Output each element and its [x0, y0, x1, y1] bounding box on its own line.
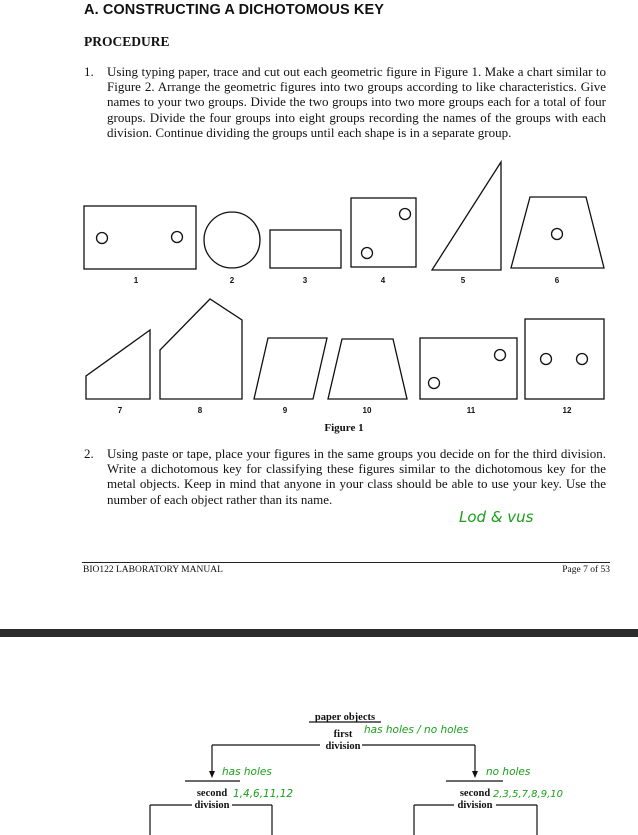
shape-5: [432, 162, 501, 270]
footer-page-number: Page 7 of 53: [562, 565, 610, 575]
left-second-division-line1: second: [196, 788, 228, 799]
figure-caption: Figure 1: [324, 422, 364, 434]
right-second-division-line2: division: [457, 800, 493, 811]
footer-rule: [82, 562, 610, 563]
handwritten-left-group-note: has holes: [222, 766, 272, 778]
right-second-division-line1: second: [459, 788, 491, 799]
page-break-bar: [0, 629, 638, 637]
step-1-text: Using typing paper, trace and cut out each geometric figure in Figure 1. Make a chart similar to Figure 2. Arrange the geometric figures into two groups according to like characteristics. Give names to your two groups. Divide the two groups into two more groups each for a total of four groups. Divide the four groups into eight groups recording the names of the groups with each division. Continue dividing the groups until each shape is in a separate group.: [107, 64, 606, 140]
shape-6-hole: [552, 229, 563, 240]
shape-1-hole-right: [172, 232, 183, 243]
handwritten-left-members: 1,4,6,11,12: [233, 788, 294, 800]
arrowhead-left: [209, 771, 215, 778]
figure-2-dichotomous-chart: [0, 700, 638, 835]
shape-label-10: 10: [362, 406, 372, 415]
first-division-line1: first: [333, 729, 353, 740]
shape-12-hole-left: [541, 354, 552, 365]
shape-11-hole-bottom: [429, 378, 440, 389]
shape-9: [254, 338, 327, 399]
first-division-line2: division: [325, 741, 361, 752]
figure-1-shapes: [0, 150, 638, 422]
shape-label-5: 5: [460, 276, 466, 285]
shape-label-6: 6: [554, 276, 560, 285]
shape-3: [270, 230, 341, 268]
shape-6: [511, 197, 604, 268]
section-heading: A. CONSTRUCTING A DICHOTOMOUS KEY: [84, 2, 385, 18]
shape-11: [420, 338, 517, 399]
shape-4-hole-top: [400, 209, 411, 220]
procedure-heading: PROCEDURE: [84, 34, 170, 49]
svg-text:Lod & vus: Lod & vus: [459, 508, 534, 526]
shape-2: [204, 212, 260, 268]
handwritten-first-division-note: has holes / no holes: [364, 724, 469, 736]
left-second-division-line2: division: [194, 800, 230, 811]
shape-label-9: 9: [282, 406, 288, 415]
shape-7: [86, 330, 150, 399]
arrowhead-right: [472, 771, 478, 778]
shape-label-1: 1: [133, 276, 139, 285]
shape-label-4: 4: [380, 276, 386, 285]
step-1-number: 1.: [84, 64, 94, 79]
shape-11-hole-top: [495, 350, 506, 361]
shape-1: [84, 206, 196, 269]
handwritten-right-members: 2,3,5,7,8,9,10: [493, 789, 563, 800]
shape-8: [160, 299, 242, 399]
shape-10: [328, 339, 407, 399]
shape-1-hole-left: [97, 233, 108, 244]
handwritten-right-group-note: no holes: [486, 766, 531, 778]
shape-label-12: 12: [562, 406, 572, 415]
step-2-text: Using paste or tape, place your figures in the same groups you decide on for the third division. Write a dichotomous key for classifying these figures similar to the dichotomous key for the metal objects. Keep in mind that anyone in your class should be able to use your key. Use the number of each object rather than its name.: [107, 446, 606, 507]
shape-label-2: 2: [229, 276, 235, 285]
shape-label-11: 11: [466, 406, 476, 415]
shape-12: [525, 319, 604, 399]
shape-label-7: 7: [117, 406, 123, 415]
shape-label-8: 8: [197, 406, 203, 415]
footer-manual-title: BIO122 LABORATORY MANUAL: [83, 565, 223, 575]
shape-12-hole-right: [577, 354, 588, 365]
root-label: paper objects: [314, 712, 376, 723]
handwritten-note: [455, 500, 545, 532]
step-2-number: 2.: [84, 446, 94, 461]
shape-4-hole-bottom: [362, 248, 373, 259]
shape-label-3: 3: [302, 276, 308, 285]
